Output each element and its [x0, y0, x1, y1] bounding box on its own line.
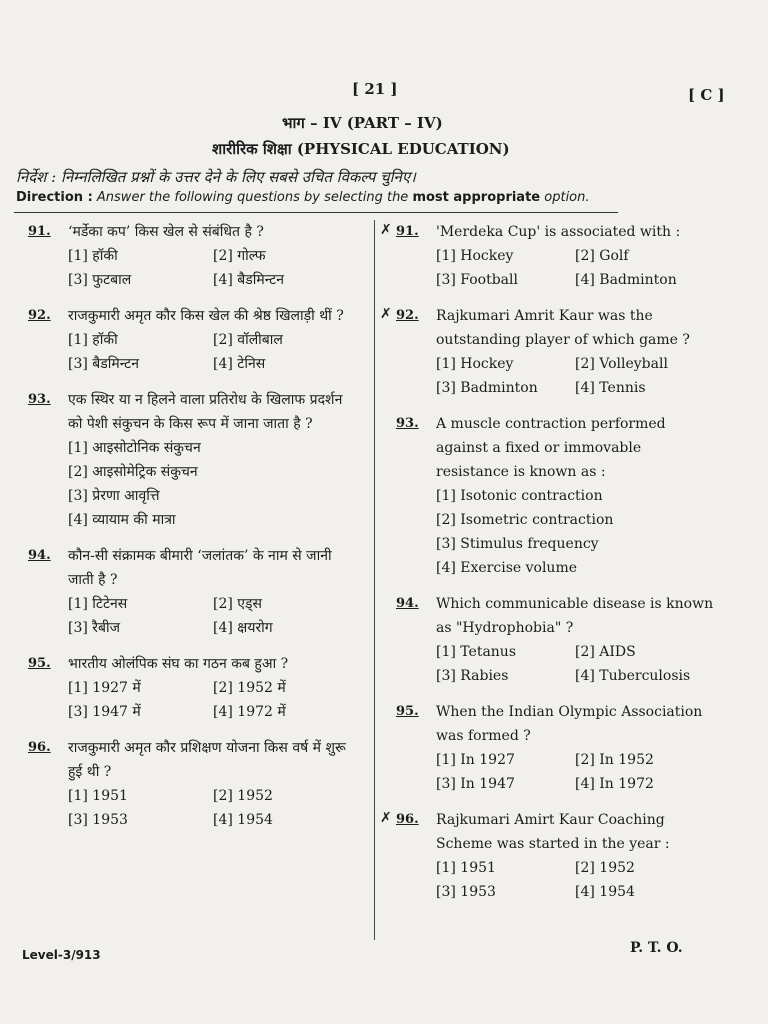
question-91: [380, 220, 714, 292]
direction-english: [16, 190, 590, 205]
option-3: [3] Badminton: [436, 380, 538, 396]
question-92: [380, 304, 714, 400]
question-text: राजकुमारी अमृत कौर किस खेल की श्रेष्ठ खिलाड़ी थीं ?: [68, 308, 344, 324]
question-text: ‘मर्डेका कप’ किस खेल से संबंधित है ?: [68, 224, 264, 240]
options-list: [436, 748, 714, 796]
options-list: [68, 676, 358, 724]
option-1: [1] In 1927: [436, 752, 515, 768]
question-text: Which communicable disease is known as "Hydrophobia" ?: [436, 596, 714, 636]
option-4: [4] 1972 में: [213, 704, 286, 720]
option-2: [2] Isometric contraction: [436, 512, 614, 528]
cross-mark-icon: ✗: [380, 810, 392, 826]
question-text: A muscle contraction performed against a fixed or immovable resistance is known as :: [436, 416, 666, 480]
option-4: [4] Badminton: [575, 272, 677, 288]
option-4: [4] Tuberculosis: [575, 668, 691, 684]
option-2: [2] आइसोमेट्रिक संकुचन: [68, 464, 198, 480]
option-1: [1] Hockey: [436, 356, 514, 372]
subject-heading: शारीरिक शिक्षा (PHYSICAL EDUCATION): [212, 140, 510, 158]
option-1: [1] टिटेनस: [68, 596, 128, 612]
option-4: [4] In 1972: [575, 776, 654, 792]
question-number: 91.: [28, 224, 51, 239]
option-3: [3] प्रेरणा आवृत्ति: [68, 488, 160, 504]
question-92: [28, 304, 358, 376]
options-list: [436, 244, 714, 292]
options-list: [436, 484, 714, 580]
option-4: [4] 1954: [575, 884, 635, 900]
option-4: [4] Exercise volume: [436, 560, 578, 576]
question-text: राजकुमारी अमृत कौर प्रशिक्षण योजना किस वर्ष में शुरू हुई थी ?: [68, 740, 346, 780]
part-heading: भाग – IV (PART – IV): [282, 114, 443, 132]
level-code: Level-3/913: [22, 948, 101, 962]
cross-mark-icon: ✗: [380, 222, 392, 238]
option-1: [1] हॉकी: [68, 248, 118, 264]
option-2: [2] Golf: [575, 248, 629, 264]
question-number: 96.: [396, 812, 419, 827]
column-divider: [374, 220, 375, 940]
option-1: [1] Tetanus: [436, 644, 517, 660]
header-divider: [14, 212, 618, 213]
question-text: Rajkumari Amirt Kaur Coaching Scheme was started in the year :: [436, 812, 670, 852]
option-1: [1] Hockey: [436, 248, 514, 264]
question-number: 94.: [28, 548, 51, 563]
pto-label: P. T. O.: [630, 940, 683, 956]
option-3: [3] 1953: [68, 812, 128, 828]
question-number: 91.: [396, 224, 419, 239]
question-number: 92.: [396, 308, 419, 323]
question-number: 94.: [396, 596, 419, 611]
option-3: [3] बैडमिन्टन: [68, 356, 139, 372]
question-number: 95.: [396, 704, 419, 719]
page-number: [ 21 ]: [352, 80, 398, 98]
option-2: [2] AIDS: [575, 644, 636, 660]
option-2: [2] वॉलीबाल: [213, 332, 283, 348]
option-4: [4] टेनिस: [213, 356, 266, 372]
question-text: कौन-सी संक्रामक बीमारी ‘जलांतक’ के नाम से जानी जाती है ?: [68, 548, 332, 588]
option-3: [3] 1953: [436, 884, 496, 900]
direction-hindi: निर्देश : निम्नलिखित प्रश्नों के उत्तर देने के लिए सबसे उचित विकल्प चुनिए।: [16, 168, 416, 186]
option-2: [2] एड्स: [213, 596, 262, 612]
direction-text: Answer the following questions by selecting the: [96, 190, 409, 205]
option-3: [3] 1947 में: [68, 704, 141, 720]
cross-mark-icon: ✗: [380, 306, 392, 322]
options-list: [68, 328, 358, 376]
options-list: [68, 244, 358, 292]
option-4: [4] 1954: [213, 812, 273, 828]
question-text: When the Indian Olympic Association was formed ?: [436, 704, 703, 744]
option-4: [4] Tennis: [575, 380, 646, 396]
option-2: [2] 1952: [213, 788, 273, 804]
question-96: [28, 736, 358, 832]
option-3: [3] In 1947: [436, 776, 515, 792]
option-1: [1] Isotonic contraction: [436, 488, 603, 504]
option-1: [1] आइसोटोनिक संकुचन: [68, 440, 201, 456]
option-2: [2] 1952 में: [213, 680, 286, 696]
question-95: [396, 700, 714, 796]
question-text: एक स्थिर या न हिलने वाला प्रतिरोध के खिलाफ प्रदर्शन को पेशी संकुचन के किस रूप में जाना जाता है ?: [68, 392, 343, 432]
question-95: [28, 652, 358, 724]
question-94: [28, 544, 358, 640]
question-text: भारतीय ओलंपिक संघ का गठन कब हुआ ?: [68, 656, 289, 672]
option-1: [1] 1951: [68, 788, 128, 804]
hindi-column: [28, 220, 358, 844]
question-number: 93.: [28, 392, 51, 407]
question-text: Rajkumari Amrit Kaur was the outstanding player of which game ?: [436, 308, 690, 348]
direction-label: Direction :: [16, 190, 93, 205]
option-2: [2] Volleyball: [575, 356, 668, 372]
question-number: 93.: [396, 416, 419, 431]
option-1: [1] 1927 में: [68, 680, 141, 696]
options-list: [68, 784, 358, 832]
direction-bold: most appropriate: [412, 190, 541, 205]
option-3: [3] रैबीज: [68, 620, 121, 636]
option-1: [1] 1951: [436, 860, 496, 876]
option-3: [3] Football: [436, 272, 518, 288]
question-93: [396, 412, 714, 580]
question-91: [28, 220, 358, 292]
option-3: [3] फुटबाल: [68, 272, 132, 288]
question-number: 92.: [28, 308, 51, 323]
options-list: [436, 640, 714, 688]
options-list: [436, 856, 714, 904]
option-3: [3] Rabies: [436, 668, 509, 684]
english-column: [380, 220, 714, 916]
option-4: [4] बैडमिन्टन: [213, 272, 284, 288]
set-code: [ C ]: [688, 86, 725, 104]
option-3: [3] Stimulus frequency: [436, 536, 599, 552]
option-1: [1] हॉकी: [68, 332, 118, 348]
direction-end: option.: [544, 190, 590, 205]
question-94: [396, 592, 714, 688]
options-list: [68, 436, 358, 532]
question-text: 'Merdeka Cup' is associated with :: [436, 224, 681, 240]
option-4: [4] व्यायाम की मात्रा: [68, 512, 176, 528]
option-2: [2] 1952: [575, 860, 635, 876]
question-93: [28, 388, 358, 532]
question-number: 95.: [28, 656, 51, 671]
option-2: [2] In 1952: [575, 752, 654, 768]
question-96: [380, 808, 714, 904]
options-list: [68, 592, 358, 640]
options-list: [436, 352, 714, 400]
question-number: 96.: [28, 740, 51, 755]
option-4: [4] क्षयरोग: [213, 620, 273, 636]
option-2: [2] गोल्फ: [213, 248, 266, 264]
